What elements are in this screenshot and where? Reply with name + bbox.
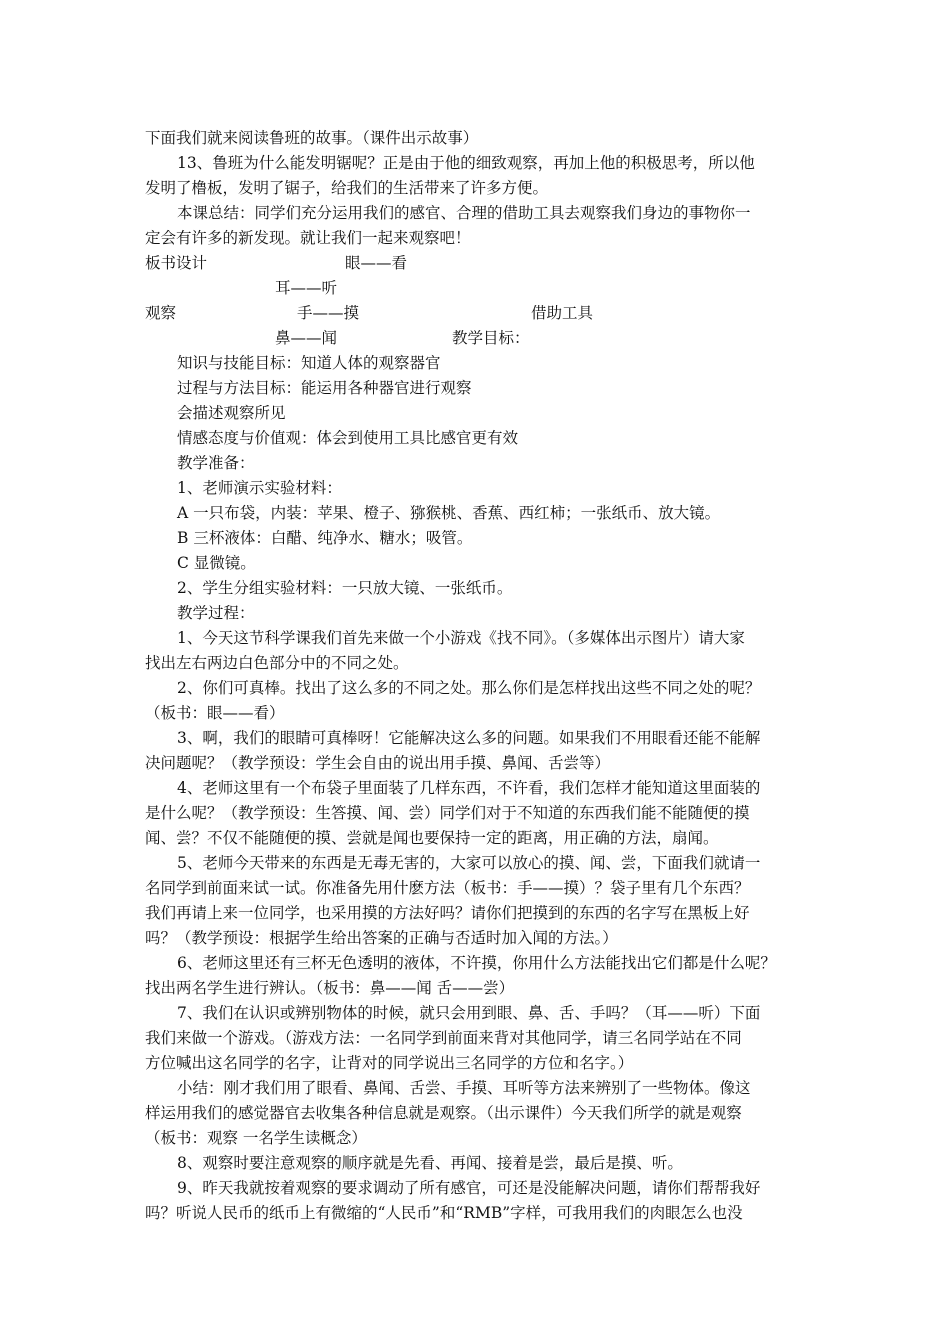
- text-line: 找出两名学生进行辨认。（板书：鼻——闻 舌——尝）: [145, 979, 515, 997]
- text-line: 吗？（教学预设：根据学生给出答案的正确与否适时加入闻的方法。）: [145, 929, 618, 947]
- board-nose: 鼻——闻: [275, 329, 338, 347]
- text-line: B 三杯液体：白醋、纯净水、糖水；吸管。: [177, 529, 473, 547]
- board-observe: 观察: [145, 304, 177, 322]
- text-line: 6、老师这里还有三杯无色透明的液体，不许摸，你用什么方法能找出它们都是什么呢？: [177, 954, 776, 972]
- text-line: 教学过程：: [177, 604, 255, 622]
- text-line: 知识与技能目标：知道人体的观察器官: [177, 354, 441, 372]
- text-line: 7、我们在认识或辨别物体的时候，就只会用到眼、鼻、舌、手吗？（耳——听）下面: [177, 1004, 761, 1022]
- text-line: 决问题呢？（教学预设：学生会自由的说出用手摸、鼻闻、舌尝等）: [145, 754, 611, 772]
- text-line: 会描述观察所见: [177, 404, 286, 422]
- text-line: （板书：眼——看）: [145, 704, 285, 722]
- board-tool: 借助工具: [531, 304, 594, 322]
- text-line: 4、老师这里有一个布袋子里面装了几样东西，不许看，我们怎样才能知道这里面装的: [177, 779, 761, 797]
- text-line: 过程与方法目标：能运用各种器官进行观察: [177, 379, 472, 397]
- text-line: 教学准备：: [177, 454, 255, 472]
- text-line: 名同学到前面来试一试。你准备先用什麽方法（板书：手——摸）？袋子里有几个东西？: [145, 879, 750, 897]
- text-line: 本课总结：同学们充分运用我们的感官、合理的借助工具去观察我们身边的事物你一: [177, 204, 751, 222]
- text-line: 我们再请上来一位同学，也采用摸的方法好吗？请你们把摸到的东西的名字写在黑板上好: [145, 904, 750, 922]
- text-line: 情感态度与价值观：体会到使用工具比感官更有效: [177, 429, 519, 447]
- text-line: 下面我们就来阅读鲁班的故事。（课件出示故事）: [145, 129, 479, 147]
- board-ear: 耳——听: [275, 279, 338, 297]
- text-line: 是什么呢？（教学预设：生答摸、闻、尝）同学们对于不知道的东西我们能不能随便的摸: [145, 804, 750, 822]
- text-line: 发明了橹板，发明了锯子，给我们的生活带来了许多方便。: [145, 179, 549, 197]
- text-line: 找出左右两边白色部分中的不同之处。: [145, 654, 409, 672]
- text-line: 3、啊，我们的眼睛可真棒呀！它能解决这么多的问题。如果我们不用眼看还能不能解: [177, 729, 761, 747]
- text-line: （板书：观察 一名学生读概念）: [145, 1129, 367, 1147]
- text-line: 1、老师演示实验材料：: [177, 479, 342, 497]
- text-line: 样运用我们的感觉器官去收集各种信息就是观察。（出示课件）今天我们所学的就是观察: [145, 1104, 742, 1122]
- text-line: 闻、尝？不仅不能随便的摸、尝就是闻也要保持一定的距离，用正确的方法，扇闻。: [145, 829, 719, 847]
- text-line: A 一只布袋，内装：苹果、橙子、猕猴桃、香蕉、西红柿；一张纸币、放大镜。: [177, 504, 721, 522]
- text-line: 5、老师今天带来的东西是无毒无害的，大家可以放心的摸、闻、尝，下面我们就请一: [177, 854, 761, 872]
- text-line: 方位喊出这名同学的名字，让背对的同学说出三名同学的方位和名字。）: [145, 1054, 634, 1072]
- board-eye: 眼——看: [345, 254, 408, 272]
- board-title: 板书设计: [145, 254, 208, 272]
- text-line: C 显微镜。: [177, 554, 256, 572]
- text-line: 2、学生分组实验材料：一只放大镜、一张纸币。: [177, 579, 513, 597]
- text-line: 2、你们可真棒。找出了这么多的不同之处。那么你们是怎样找出这些不同之处的呢？: [177, 679, 761, 697]
- text-line: 8、观察时要注意观察的顺序就是先看、再闻、接着是尝，最后是摸、听。: [177, 1154, 683, 1172]
- text-line: 我们来做一个游戏。（游戏方法：一名同学到前面来背对其他同学，请三名同学站在不同: [145, 1029, 742, 1047]
- text-line: 定会有许多的新发现。就让我们一起来观察吧！: [145, 229, 471, 247]
- text-line: 小结：刚才我们用了眼看、鼻闻、舌尝、手摸、耳听等方法来辨别了一些物体。像这: [177, 1079, 751, 1097]
- text-line: 吗？听说人民币的纸币上有微缩的“人民币”和“RMB”字样，可我用我们的肉眼怎么也没: [145, 1204, 743, 1222]
- board-hand: 手——摸: [297, 304, 360, 322]
- teaching-goal-heading: 教学目标：: [452, 329, 530, 347]
- text-line: 13、鲁班为什么能发明锯呢？正是由于他的细致观察，再加上他的积极思考，所以他: [177, 154, 755, 172]
- text-line: 9、昨天我就按着观察的要求调动了所有感官，可还是没能解决问题，请你们帮帮我好: [177, 1179, 761, 1197]
- text-line: 1、今天这节科学课我们首先来做一个小游戏《找不同》。（多媒体出示图片）请大家: [177, 629, 745, 647]
